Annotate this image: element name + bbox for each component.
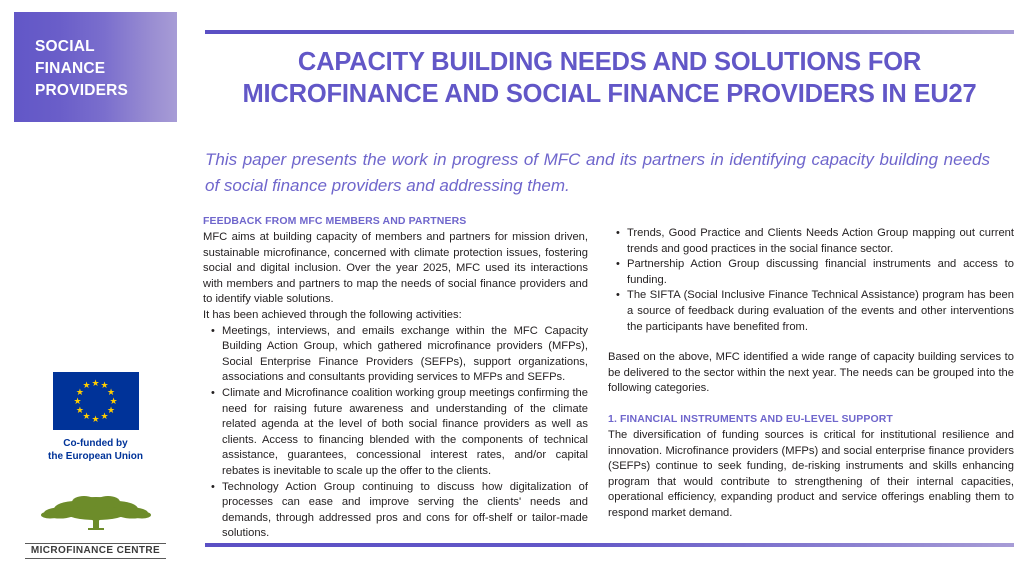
eu-star-icon: ★ bbox=[109, 395, 118, 406]
left-text-column bbox=[203, 214, 588, 542]
list-item: • The SIFTA (Social Inclusive Finance Technical Assistance) program has been a source of feedback during evaluation of the events and other interventions the participants have benefited from. bbox=[627, 288, 1014, 335]
list-item: • Meetings, interviews, and emails exchange within the MFC Capacity Building Action Group, which gathered microfinance providers (MFPs), Social Enterprise Finance Providers (SEFPs), support organizations, associations and consultants providing services to MFPs and SEFPs. bbox=[222, 324, 588, 386]
list-item: • Climate and Microfinance coalition working group meetings confirming the need for raising future awareness and understanding of the climate related agenda at the level of both social finance providers as well as clients. Access to financing blended with the components of technical assistance, guarantees, concessional interest rates, and/or capital rebates is inevitable to scale up the offer to the clients. bbox=[222, 386, 588, 480]
eu-funding-logo bbox=[14, 372, 177, 463]
eu-star-icon: ★ bbox=[75, 404, 84, 415]
eu-star-icon: ★ bbox=[73, 395, 82, 406]
european-union-flag-icon bbox=[53, 372, 139, 430]
right-bullet-list bbox=[608, 226, 1014, 335]
mfc-wordmark: MICROFINANCE CENTRE bbox=[25, 543, 166, 559]
eu-star-icon: ★ bbox=[82, 379, 91, 390]
list-item: • Technology Action Group continuing to discuss how digitalization of processes can ease and improve serving the clients' needs and demands, through addressed pros and cons for off-shelf or tailor-made solutions. bbox=[222, 480, 588, 542]
list-item: • Trends, Good Practice and Clients Needs Action Group mapping out current trends and good practices in the social finance sector. bbox=[627, 226, 1014, 257]
eu-star-icon: ★ bbox=[100, 379, 109, 390]
left-bullet-list bbox=[203, 324, 588, 542]
microfinance-centre-logo bbox=[14, 492, 177, 559]
brand-line-2: FINANCE bbox=[35, 60, 106, 77]
brand-line-1: SOCIAL bbox=[35, 38, 95, 55]
top-divider-rule bbox=[205, 30, 1014, 34]
tree-icon bbox=[36, 492, 156, 540]
eu-star-icon: ★ bbox=[107, 386, 116, 397]
lead-paragraph: This paper presents the work in progress of MFC and its partners in identifying capacity building needs of social finance providers and addressing them. bbox=[205, 150, 990, 195]
eu-star-icon: ★ bbox=[91, 413, 100, 424]
list-item: • Partnership Action Group discussing financial instruments and access to funding. bbox=[627, 257, 1014, 288]
eu-star-icon: ★ bbox=[91, 377, 100, 388]
spacer bbox=[608, 397, 1014, 412]
left-sidebar bbox=[0, 0, 190, 571]
right-text-column bbox=[608, 226, 1014, 522]
eu-funding-caption bbox=[14, 437, 177, 463]
right-paragraph-summary: Based on the above, MFC identified a wide range of capacity building services to be delivered to the sector within the next year. The needs can be grouped into the following categories. bbox=[608, 351, 1014, 395]
brand-badge bbox=[14, 12, 177, 122]
left-paragraph-1: MFC aims at building capacity of members and partners for mission driven, sustainable microfinance, concerned with climate protection issues, fostering social and digital inclusion. Over the year 2025, MFC used its interactions with members and partners to map the needs of social finance providers and to identify viable solutions. bbox=[203, 231, 588, 306]
document-body bbox=[190, 0, 1024, 571]
eu-caption-line-2: the European Union bbox=[48, 451, 143, 462]
eu-star-icon: ★ bbox=[75, 386, 84, 397]
right-section-body: The diversification of funding sources is critical for institutional resilience and innovation. Microfinance providers (MFPs) and social enterprise finance providers (SEFPs) continue to seek funding, de-risking instruments and skills enhancing program that would contribute to strengthening of their internal capacities, operational efficiency, expanding product and service offerings enabling them to respond market demand. bbox=[608, 428, 1014, 519]
page-title: CAPACITY BUILDING NEEDS AND SOLUTIONS FOR MICROFINANCE AND SOCIAL FINANCE PROVIDERS IN EU27 bbox=[242, 48, 977, 108]
spacer bbox=[608, 335, 1014, 350]
brand-line-3: PROVIDERS bbox=[35, 82, 129, 99]
bottom-divider-rule bbox=[205, 543, 1014, 547]
eu-star-icon: ★ bbox=[107, 404, 116, 415]
left-paragraph-2: It has been achieved through the following activities: bbox=[203, 308, 462, 321]
eu-star-icon: ★ bbox=[100, 411, 109, 422]
eu-star-icon: ★ bbox=[82, 411, 91, 422]
right-section-heading: 1. FINANCIAL INSTRUMENTS AND EU-LEVEL SUPPORT bbox=[608, 412, 893, 425]
eu-caption-line-1: Co-funded by bbox=[63, 438, 128, 449]
left-column-heading: FEEDBACK FROM MFC MEMBERS AND PARTNERS bbox=[203, 215, 467, 227]
